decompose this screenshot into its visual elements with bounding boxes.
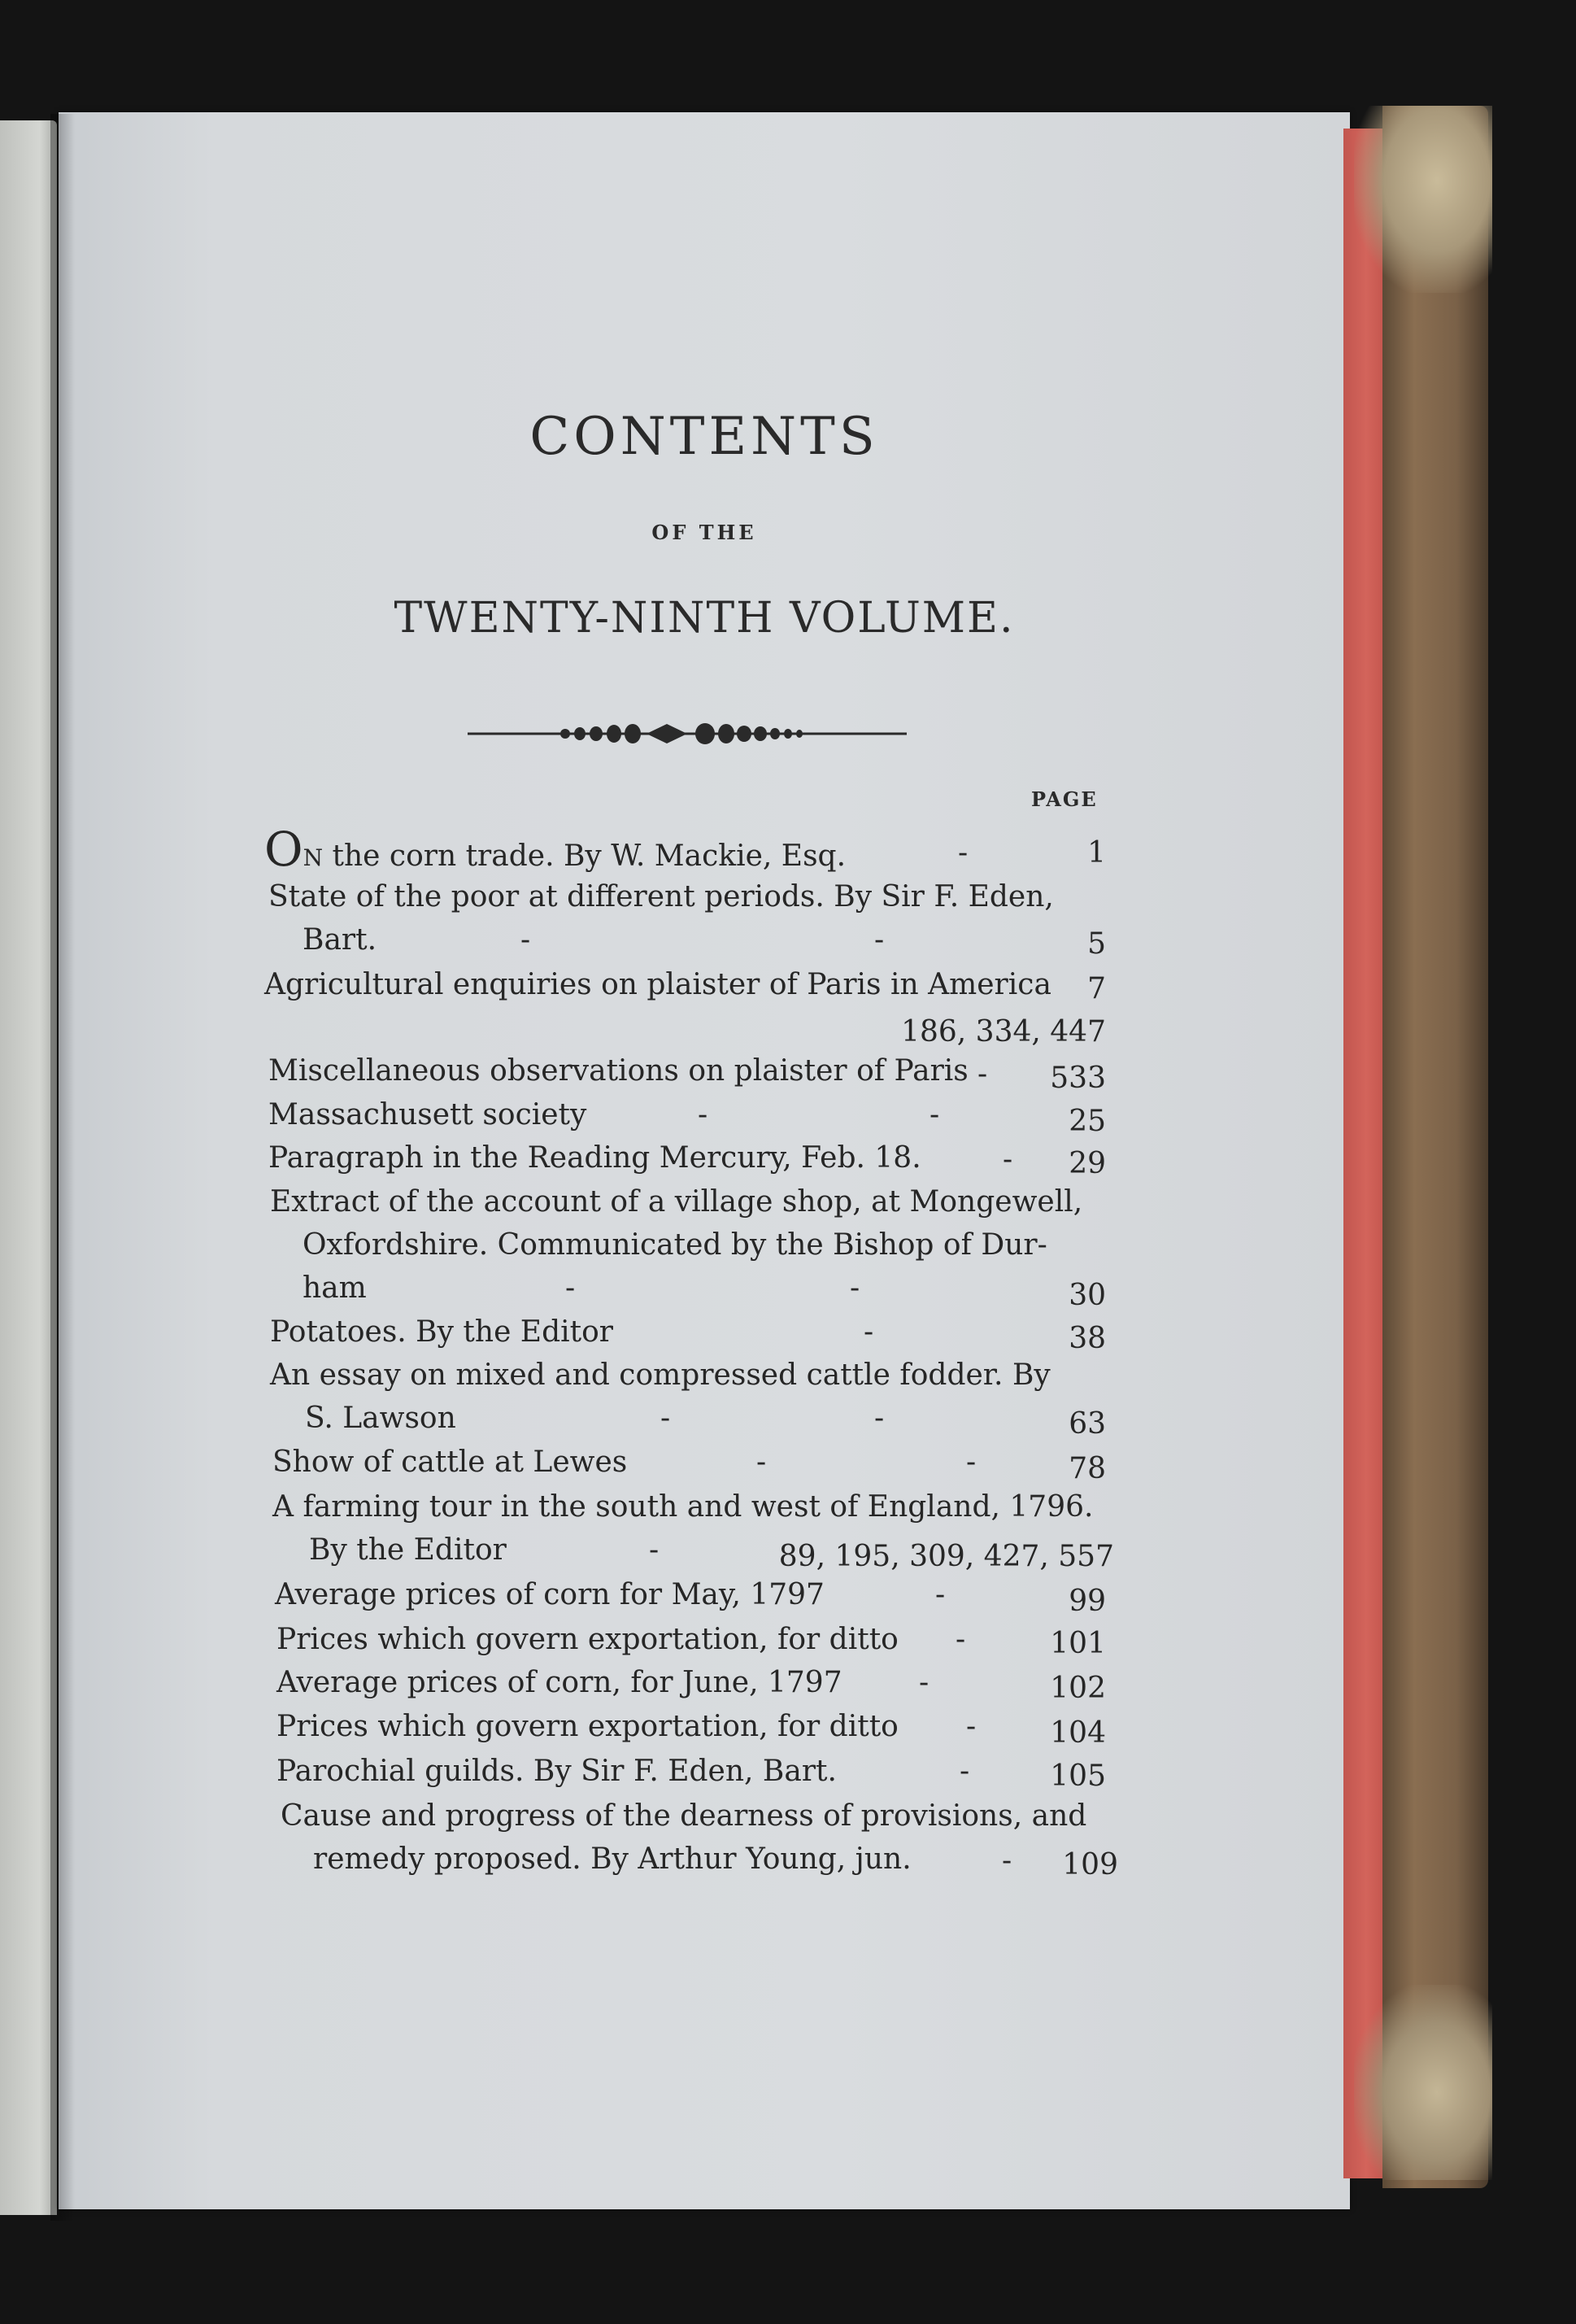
- leader-dash: -: [966, 1445, 977, 1479]
- toc-entry: By the Editor: [309, 1533, 507, 1567]
- toc-entry: State of the poor at different periods. By Sir F. Eden,: [268, 880, 1054, 913]
- cover-wear-top: [1354, 106, 1492, 293]
- toc-page-number: 104: [1050, 1716, 1106, 1750]
- toc-entry: Prices which govern exportation, for ditto: [276, 1623, 899, 1656]
- leader-dash: -: [565, 1271, 576, 1305]
- toc-entry: Paragraph in the Reading Mercury, Feb. 18.: [268, 1141, 921, 1175]
- page-column-label: PAGE: [1031, 787, 1098, 811]
- leader-dash: -: [929, 1098, 940, 1131]
- leader-dash: -: [756, 1445, 767, 1479]
- toc-entry: remedy proposed. By Arthur Young, jun.: [313, 1842, 912, 1876]
- leader-dash: -: [966, 1710, 977, 1743]
- leader-dash: -: [960, 1755, 970, 1788]
- toc-entry: [264, 822, 846, 877]
- leader-dash: -: [956, 1623, 966, 1656]
- leader-dash: -: [850, 1271, 860, 1305]
- leader-dash: -: [649, 1533, 660, 1567]
- toc-entry: Cause and progress of the dearness of provisions, and: [281, 1799, 1087, 1833]
- toc-page-number: 25: [1069, 1105, 1106, 1138]
- toc-page-number: 7: [1087, 972, 1106, 1005]
- toc-entry: Miscellaneous observations on plaister of Paris: [268, 1054, 969, 1088]
- leader-dash: -: [874, 1402, 885, 1435]
- toc-entry: Average prices of corn, for June, 1797: [276, 1666, 842, 1699]
- toc-page-number: 38: [1069, 1322, 1106, 1355]
- toc-page-number: 99: [1069, 1585, 1106, 1618]
- toc-entry: Prices which govern exportation, for ditto: [276, 1710, 899, 1743]
- leader-dash: -: [698, 1098, 708, 1131]
- toc-page-number: 102: [1050, 1672, 1106, 1705]
- leader-dash: -: [520, 923, 531, 957]
- toc-entry: Extract of the account of a village shop, at Mongewell,: [270, 1185, 1083, 1219]
- leader-dash: -: [958, 836, 969, 870]
- toc-page-number: 63: [1069, 1407, 1106, 1441]
- toc-page-number: 29: [1069, 1147, 1106, 1180]
- ornament-divider-icon: [468, 716, 907, 748]
- toc-page-number: 186, 334, 447: [901, 1015, 1106, 1049]
- leader-dash: -: [864, 1315, 874, 1349]
- toc-entry: Agricultural enquiries on plaister of Paris in America: [264, 968, 1051, 1001]
- toc-page-number: 533: [1050, 1062, 1106, 1095]
- toc-page-number: 5: [1087, 927, 1106, 961]
- initial-capital: O: [264, 822, 303, 877]
- toc-page-number: 30: [1069, 1279, 1106, 1312]
- leader-dash: -: [1003, 1143, 1013, 1176]
- toc-page-number: 105: [1050, 1759, 1106, 1793]
- toc-title: the corn trade. By W. Mackie, Esq.: [323, 839, 847, 873]
- toc-entry: ham: [303, 1271, 367, 1305]
- initial-small-caps: N: [303, 844, 324, 871]
- toc-entry: Parochial guilds. By Sir F. Eden, Bart.: [276, 1755, 837, 1788]
- cover-wear-bottom: [1354, 1985, 1492, 2180]
- facing-page-edge: [0, 120, 57, 2215]
- leader-dash: -: [1002, 1844, 1012, 1877]
- toc-entry: Bart.: [303, 923, 377, 957]
- volume-heading: TWENTY-NINTH VOLUME.: [394, 594, 1015, 643]
- leader-dash: -: [919, 1666, 929, 1699]
- toc-page-number: 1: [1087, 836, 1106, 870]
- toc-entry: Oxfordshire. Communicated by the Bishop of Dur-: [303, 1228, 1047, 1262]
- toc-entry: Show of cattle at Lewes: [272, 1445, 628, 1479]
- toc-entry: An essay on mixed and compressed cattle fodder. By: [270, 1358, 1051, 1392]
- leader-dash: -: [874, 923, 885, 957]
- toc-entry: S. Lawson: [305, 1402, 456, 1435]
- book-cover: [1382, 106, 1488, 2188]
- toc-entry: Average prices of corn for May, 1797: [275, 1578, 825, 1611]
- toc-page-number: 101: [1050, 1627, 1106, 1660]
- toc-entry: Massachusett society: [268, 1098, 587, 1131]
- toc-page-number: 89, 195, 309, 427, 557: [778, 1540, 1114, 1573]
- contents-heading: CONTENTS: [529, 407, 879, 467]
- toc-entry: Potatoes. By the Editor: [270, 1315, 613, 1349]
- leader-dash: -: [977, 1057, 988, 1091]
- toc-entry: A farming tour in the south and west of England, 1796.: [272, 1490, 1094, 1524]
- leader-dash: -: [935, 1578, 946, 1611]
- leader-dash: -: [660, 1402, 671, 1435]
- toc-page-number: 109: [1062, 1848, 1118, 1881]
- of-the-subheading: OF THE: [651, 521, 757, 544]
- toc-page-number: 78: [1069, 1452, 1106, 1485]
